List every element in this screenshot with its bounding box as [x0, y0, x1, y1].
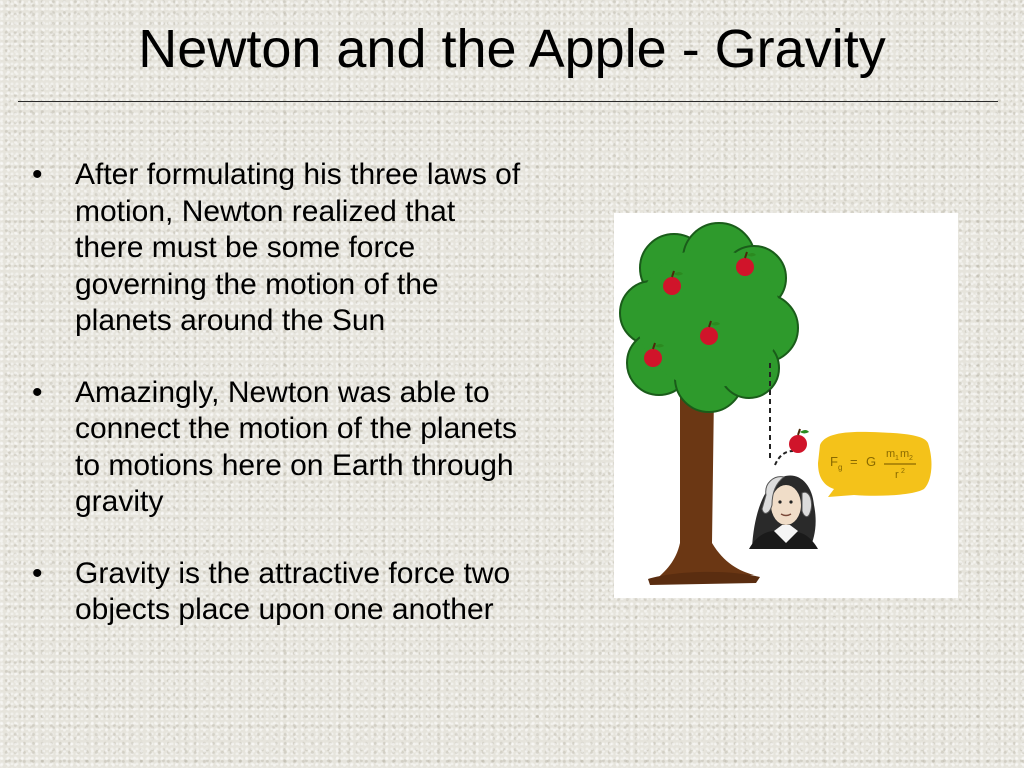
- bullet-item: [28, 375, 528, 521]
- motion-arc: [775, 451, 793, 465]
- bullet-list: [28, 157, 528, 664]
- bullet-marker: •: [32, 158, 43, 191]
- formula-mass-2: m: [900, 448, 910, 460]
- formula-mass-1: m: [886, 448, 896, 460]
- formula-force-subscript: g: [838, 463, 843, 472]
- bullet-text: After formulating his three laws of motion, Newton realized that there must be some force governing the motion of the planets around the Sun: [75, 158, 521, 337]
- tree-trunk: [654, 393, 754, 581]
- bullet-item: [28, 556, 528, 629]
- formula-force: F: [830, 454, 838, 469]
- formula-equals: =: [850, 454, 858, 469]
- formula-distance: r: [895, 469, 899, 481]
- bullet-marker: •: [32, 375, 43, 409]
- title-divider: [18, 101, 998, 102]
- falling-apple-icon: [789, 429, 809, 453]
- bullet-item: [28, 157, 528, 340]
- illustration-canvas: [614, 213, 958, 598]
- slide-title: Newton and the Apple - Gravity: [138, 19, 886, 79]
- newton-apple-illustration: [614, 213, 958, 598]
- tree-foliage-fill: [637, 248, 781, 388]
- formula-distance-superscript: 2: [901, 468, 905, 475]
- formula-constant: G: [866, 454, 877, 469]
- bullet-marker: •: [32, 556, 43, 590]
- formula-mass-2-subscript: 2: [909, 455, 913, 462]
- formula-mass-1-subscript: 1: [895, 455, 899, 462]
- bullet-text: Gravity is the attractive force two objects place upon one another: [75, 556, 511, 626]
- newton-portrait: [749, 475, 818, 549]
- bullet-text: Amazingly, Newton was able to connect the motion of the planets to motions here on Earth through gravity: [75, 375, 517, 518]
